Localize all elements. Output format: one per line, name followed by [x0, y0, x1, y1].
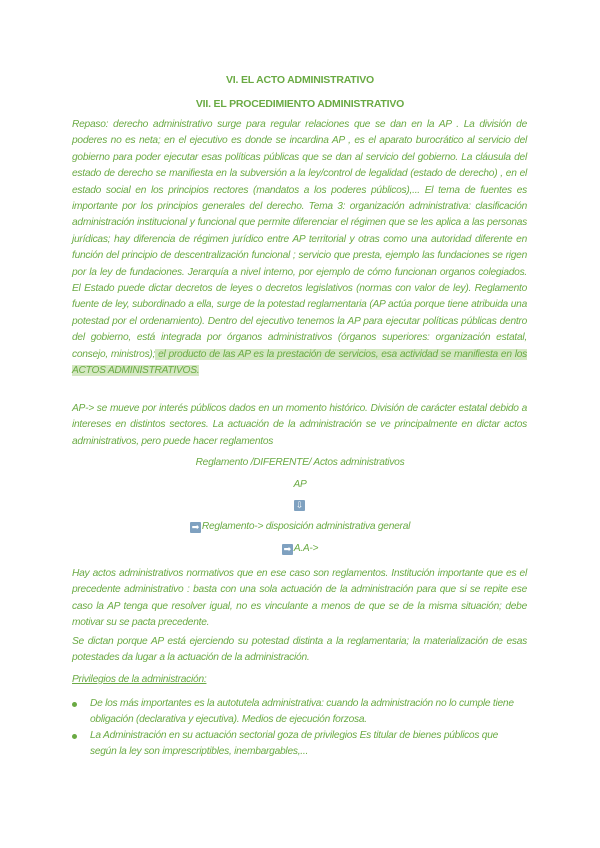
diagram-line-reglamento-diferente: Reglamento /DIFERENTE/ Actos administrativos: [195, 457, 405, 468]
privilege-item: [90, 696, 527, 729]
bullet-icon: [72, 702, 77, 707]
diagram-line-reglamento: [0, 521, 600, 533]
diagram-line-ap: AP: [293, 479, 307, 490]
right-arrow-icon: ➡: [191, 522, 200, 532]
normativos-paragraph: Hay actos administrativos normativos que en ese caso son reglamentos. Institución importante que es el precedente administrativo : basta con una sola actuación de la administración para que si se repite ese caso la AP tenga que resolver igual, no es vinculante a menos de que se de la misma situación; debe motivar su se pacta precedente.: [72, 568, 527, 629]
down-arrow-icon: ⇩: [295, 500, 304, 510]
diagram-aa-text: A.A->: [293, 543, 319, 554]
potestad-paragraph: Se dictan porque AP está ejerciendo su potestad distinta a la reglamentaria; la materialización de esas potestades da lugar a la actuación de la administración.: [72, 636, 527, 664]
intro-text: Repaso: derecho administrativo surge para regular relaciones que se dan en la AP . La división de poderes no es neta; en el ejecutivo es donde se incardina AP , es el aparato burocrático al servicio del gobierno para poder ejecutar esas políticas públicas que se dan al servicio del gobierno. La cláusula del estado de derecho se manifiesta en la subversión a la ley/control de legalidad (estado de derecho) , en el estado social en los principios rectores (mandatos a los poderes públicos),... El tema de fuentes es importante por los principios generales del derecho. Tema 3: organización administrativa: clasificación administración institucional y funcional que permite diferenciar el régimen que se les aplica a las personas jurídicas; hay diferencia de régimen jurídico entre AP territorial y otras como una autoridad diferente en función del principio de descentralización funcional ; servicio que presta, ejemplo las fundaciones se rigen por la ley de fundaciones. Jerarquía a nivel interno, por ejemplo de cómo funcionan organos colegiados. El Estado puede dictar decretos de leyes o decretos legislativos (normas con valor de ley). Reglamento fuente de ley, subordinado a ella, surge de la potestad reglamentaria (AP actúa porque tiene atribuida una potestad por el ordenamiento). Dentro del ejecutivo tenemos la AP para ejecutar políticas públicas dentro del gobierno, está integrada por órganos administrativos (órganos superiores: organización estatal, consejo, ministros);: [72, 119, 527, 360]
right-arrow-icon: ➡: [283, 544, 291, 554]
intro-paragraph: [72, 117, 527, 380]
diagram-down-arrow: [0, 499, 600, 511]
bullet-icon: [72, 734, 77, 739]
title-acto-administrativo: VI. EL ACTO ADMINISTRATIVO: [225, 74, 375, 86]
highlighted-text: el producto de las AP es la prestación de servicios, esa actividad se manifiesta en los ACTOS ADMINISTRATIVOS.: [72, 348, 527, 377]
ap-paragraph: AP-> se mueve por interés públicos dados en un momento histórico. División de carácter estatal debido a intereses en distintos sectores. La actuación de la administración se ve principalmente en dictar actos administrativos, pero puede hacer reglamentos: [72, 403, 527, 447]
privilege-item-text: De los más importantes es la autotutela administrativa: cuando la administración no lo cumple tiene obligación (declarativa y ejecutiva). Medios de ejecución forzosa.: [90, 698, 514, 726]
diagram-line-aa: [0, 543, 600, 555]
diagram-reglamento-text: Reglamento-> disposición administrativa general: [201, 521, 411, 532]
title-procedimiento-administrativo: VII. EL PROCEDIMIENTO ADMINISTRATIVO: [195, 98, 405, 110]
privilege-item: [90, 728, 527, 761]
privilege-item-text: La Administración en su actuación sectorial goza de privilegios Es titular de bienes públicos que según la ley son imprescriptibles, inembargables,...: [90, 730, 499, 758]
privileges-heading: Privilegios de la administración:: [72, 674, 207, 685]
